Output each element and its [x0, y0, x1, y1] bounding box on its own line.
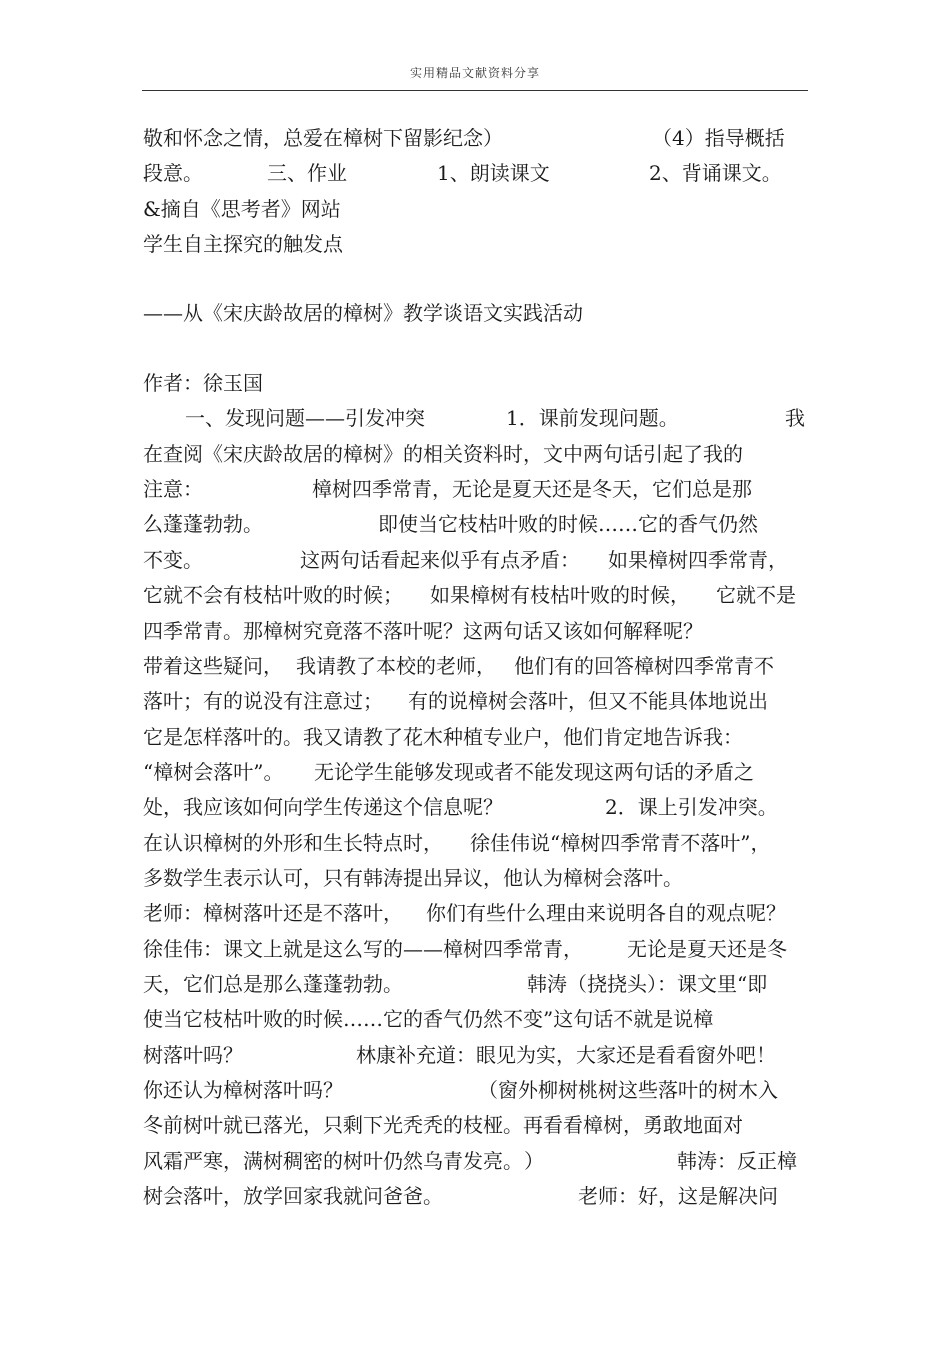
- text-segment: 2．课上引发冲突。: [605, 795, 778, 819]
- text-segment: 在查阅《宋庆龄故居的樟树》的相关资料时，文中两句话引起了我的: [143, 442, 743, 466]
- text-segment: 1、朗读课文: [437, 161, 550, 185]
- text-line: [0, 684, 950, 718]
- text-segment: 注意：: [143, 477, 203, 501]
- text-segment: 老师：好，这是解决问: [578, 1184, 778, 1208]
- text-segment: 这两句话看起来似乎有点矛盾：: [300, 548, 580, 572]
- text-segment: ）: [524, 1149, 544, 1173]
- text-segment: 在认识樟树的外形和生长特点时，: [143, 831, 443, 855]
- text-segment: 段意。: [143, 161, 203, 185]
- text-line: [0, 192, 950, 226]
- header-divider: [142, 90, 808, 91]
- text-segment: 林康补充道：眼见为实，大家还是看看窗外吧！: [356, 1043, 776, 1067]
- text-line: [0, 720, 950, 754]
- text-line: [0, 755, 950, 789]
- text-segment: 一、发现问题——引发冲突: [185, 406, 425, 430]
- text-segment: 作者：徐玉国: [143, 371, 263, 395]
- text-line: [0, 967, 950, 1001]
- text-segment: 四季常青。那樟树究竟落不落叶呢？这两句话又该如何解释呢？: [143, 619, 703, 643]
- text-segment: 老师：樟树落叶还是不落叶，: [143, 901, 403, 925]
- text-segment: 风霜严寒，满树稠密的树叶仍然乌青发亮。: [143, 1149, 523, 1173]
- text-line: [0, 1144, 950, 1178]
- text-segment: 我: [785, 406, 805, 430]
- text-line: [0, 1038, 950, 1072]
- text-line: [0, 227, 950, 261]
- text-line: [0, 826, 950, 860]
- text-segment: 它就不会有枝枯叶败的时候；: [143, 583, 403, 607]
- text-segment: “樟树会落叶”。: [143, 760, 284, 784]
- text-line: [0, 790, 950, 824]
- text-segment: 处，我应该如何向学生传递这个信息呢？: [143, 795, 503, 819]
- text-segment: 2、背诵课文。: [649, 161, 782, 185]
- text-segment: 树落叶吗？: [143, 1043, 243, 1067]
- text-segment: 我请教了本校的老师，: [296, 654, 496, 678]
- header-text: 实用精品文献资料分享: [409, 66, 540, 80]
- text-segment: 樟树四季常青，无论是夏天还是冬天，它们总是那: [312, 477, 752, 501]
- text-segment: 它就不是: [716, 583, 796, 607]
- text-segment: 你们有些什么理由来说明各自的观点呢？: [426, 901, 786, 925]
- text-segment: 有的说樟树会落叶，但又不能具体地说出: [408, 689, 768, 713]
- text-segment: 冬前树叶就已落光，只剩下光秃秃的枝桠。再看看樟树，勇敢地面对: [143, 1113, 743, 1137]
- text-segment: 你还认为樟树落叶吗？: [143, 1078, 343, 1102]
- text-line: [0, 121, 950, 155]
- text-segment: 树会落叶，放学回家我就问爸爸。: [143, 1184, 443, 1208]
- text-segment: 韩涛（挠挠头）：课文里“即: [527, 972, 768, 996]
- text-line: [0, 472, 950, 506]
- text-segment: 它是怎样落叶的。我又请教了花木种植专业户，他们肯定地告诉我：: [143, 725, 743, 749]
- text-segment: 学生自主探究的触发点: [143, 232, 343, 256]
- text-segment: 如果樟树有枝枯叶败的时候，: [430, 583, 690, 607]
- text-segment: 即使当它枝枯叶败的时候……它的香气仍然: [378, 512, 758, 536]
- text-line: [0, 1179, 950, 1213]
- text-line: [0, 649, 950, 683]
- text-segment: 1．课前发现问题。: [506, 406, 679, 430]
- text-segment: 无论是夏天还是冬: [627, 937, 787, 961]
- text-line: [0, 578, 950, 612]
- text-segment: 落叶；有的说没有注意过；: [143, 689, 383, 713]
- text-line: [0, 932, 950, 966]
- text-line: [0, 861, 950, 895]
- text-segment: 韩涛：反正樟: [677, 1149, 797, 1173]
- text-segment: 天，它们总是那么蓬蓬勃勃。: [143, 972, 403, 996]
- text-segment: 多数学生表示认可，只有韩涛提出异议，他认为樟树会落叶。: [143, 866, 683, 890]
- text-segment: 如果樟树四季常青，: [608, 548, 788, 572]
- text-line: [0, 1108, 950, 1142]
- text-line: [0, 896, 950, 930]
- text-segment: 三、作业: [267, 161, 347, 185]
- text-segment: 他们有的回答樟树四季常青不: [514, 654, 774, 678]
- text-segment: 徐佳伟：课文上就是这么写的——樟树四季常青，: [143, 937, 583, 961]
- text-line: [0, 437, 950, 471]
- text-segment: 么蓬蓬勃勃。: [143, 512, 263, 536]
- text-segment: 使当它枝枯叶败的时候……它的香气仍然不变”这句话不就是说樟: [143, 1007, 714, 1031]
- text-line: [0, 614, 950, 648]
- text-segment: 带着这些疑问，: [143, 654, 283, 678]
- text-segment: 不变。: [143, 548, 203, 572]
- text-line: [0, 543, 950, 577]
- text-segment: &摘自《思考者》网站: [143, 197, 341, 221]
- text-segment: 徐佳伟说“樟树四季常青不落叶”，: [470, 831, 771, 855]
- text-line: [0, 366, 950, 400]
- text-segment: ——从《宋庆龄故居的樟树》教学谈语文实践活动: [143, 301, 583, 325]
- text-segment: 敬和怀念之情，总爱在樟树下留影纪念）: [143, 126, 503, 150]
- text-line: [0, 1002, 950, 1036]
- text-line: [0, 156, 950, 190]
- text-line: [0, 296, 950, 330]
- text-segment: 无论学生能够发现或者不能发现这两句话的矛盾之: [314, 760, 754, 784]
- text-line: [0, 1073, 950, 1107]
- text-segment: （窗外柳树桃树这些落叶的树木入: [478, 1078, 778, 1102]
- text-segment: （4）指导概括: [652, 126, 785, 150]
- text-line: [0, 507, 950, 541]
- text-line: [0, 401, 950, 435]
